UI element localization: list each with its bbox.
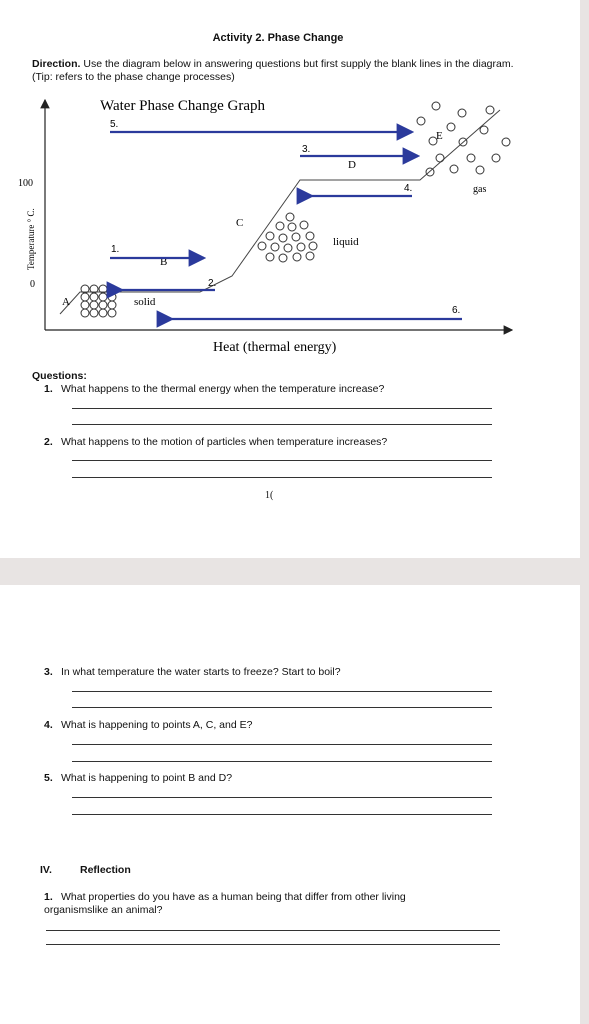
blank-3: 3.: [302, 144, 311, 155]
blank-1: 1.: [111, 244, 120, 255]
question-5-text: What is happening to point B and D?: [61, 772, 233, 784]
answer-line[interactable]: [72, 814, 492, 815]
question-4-number: 4.: [44, 719, 53, 731]
question-2: [44, 436, 484, 449]
direction-body: Use the diagram below in answering questions but first supply the blank lines in the diagram. (Tip: refers to the phase change processes): [32, 58, 514, 83]
point-b: B: [160, 256, 168, 268]
answer-line[interactable]: [72, 408, 492, 409]
answer-line[interactable]: [72, 424, 492, 425]
blank-2: 2.: [208, 278, 217, 289]
state-solid: solid: [134, 296, 156, 308]
state-liquid: liquid: [333, 236, 359, 248]
answer-line[interactable]: [72, 744, 492, 745]
reflection-title: Reflection: [80, 864, 131, 876]
reflection-question-1-number: 1.: [44, 891, 53, 903]
section-roman-numeral: IV.: [40, 864, 52, 876]
graph-title: Water Phase Change Graph: [100, 98, 265, 114]
solid-particles: [81, 285, 116, 317]
question-3-text: In what temperature the water starts to freeze? Start to boil?: [61, 666, 341, 678]
blank-5: 5.: [110, 119, 119, 130]
reflection-question-1: [44, 891, 464, 917]
question-1: [44, 383, 484, 396]
question-3: [44, 666, 484, 679]
answer-line[interactable]: [72, 797, 492, 798]
point-c: C: [236, 217, 244, 229]
liquid-particles: [258, 213, 317, 262]
answer-line[interactable]: [72, 691, 492, 692]
blank-6: 6.: [452, 305, 461, 316]
direction-text: [32, 58, 532, 84]
answer-line[interactable]: [72, 707, 492, 708]
page-number: 1(: [265, 490, 274, 501]
y-tick-0: 0: [30, 279, 35, 290]
answer-line[interactable]: [72, 460, 492, 461]
x-axis-label: Heat (thermal energy): [213, 340, 337, 355]
question-1-number: 1.: [44, 383, 53, 395]
question-5-number: 5.: [44, 772, 53, 784]
point-a: A: [62, 296, 70, 308]
answer-line[interactable]: [72, 761, 492, 762]
question-3-number: 3.: [44, 666, 53, 678]
point-d: D: [348, 159, 356, 171]
question-2-text: What happens to the motion of particles when temperature increases?: [61, 436, 388, 448]
point-e: E: [436, 130, 443, 142]
question-4: [44, 719, 484, 732]
question-5: [44, 772, 484, 785]
phase-change-graph: [0, 88, 540, 358]
reflection-question-1-text: What properties do you have as a human being that differ from other living organismslike an animal?: [44, 891, 406, 916]
question-4-text: What is happening to points A, C, and E?: [61, 719, 253, 731]
answer-line[interactable]: [72, 477, 492, 478]
worksheet-page-2: [0, 585, 580, 1024]
state-gas: gas: [473, 184, 487, 195]
activity-title: Activity 2. Phase Change: [212, 32, 344, 44]
heating-curve: [60, 110, 500, 314]
y-axis-label: Temperature ° C.: [26, 208, 36, 270]
answer-line[interactable]: [46, 944, 500, 945]
direction-label: Direction.: [32, 58, 81, 70]
y-tick-100: 100: [18, 178, 33, 189]
question-2-number: 2.: [44, 436, 53, 448]
reflection-heading: [40, 864, 131, 876]
answer-line[interactable]: [46, 930, 500, 931]
question-1-text: What happens to the thermal energy when the temperature increase?: [61, 383, 385, 395]
blank-4: 4.: [404, 183, 413, 194]
questions-heading: Questions:: [32, 370, 87, 382]
